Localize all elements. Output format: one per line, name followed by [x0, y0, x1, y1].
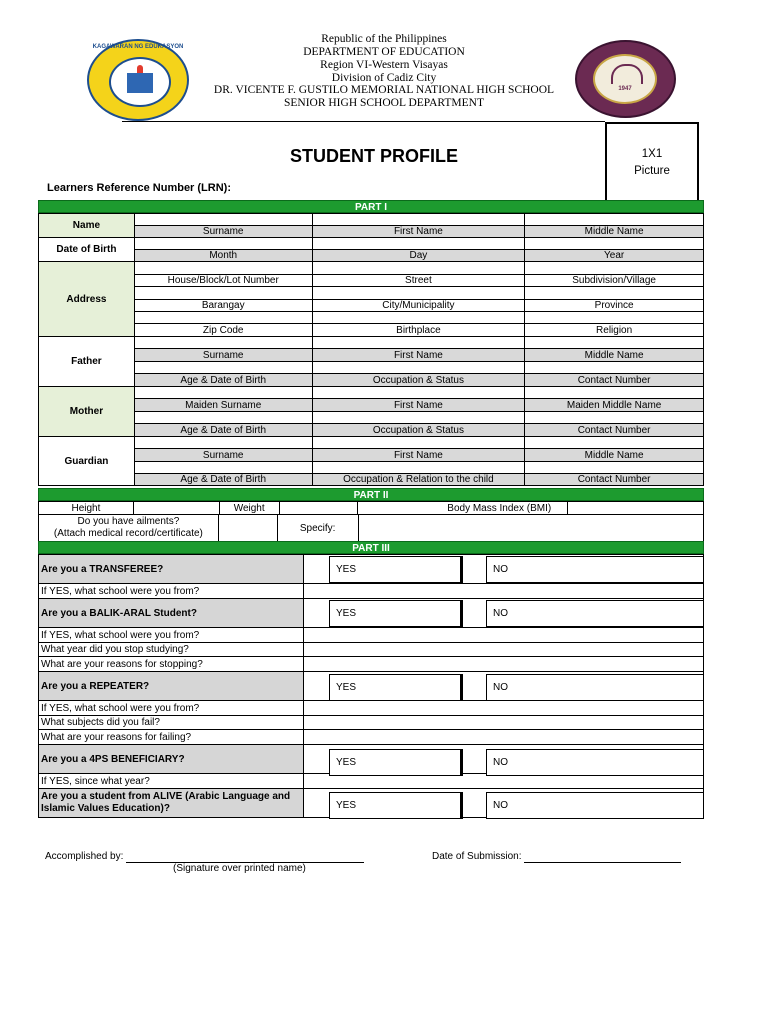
dob-label: Date of Birth [39, 238, 135, 262]
signature-caption: (Signature over printed name) [173, 863, 306, 874]
mother-age-caption: Age & Date of Birth [134, 424, 312, 437]
lrn-label: Learners Reference Number (LRN): [47, 182, 231, 194]
input-balik-year[interactable] [303, 643, 703, 657]
father-label: Father [39, 337, 135, 387]
mother-first-name-caption: First Name [312, 399, 525, 412]
followup-balik-year: What year did you stop studying? [39, 643, 304, 657]
repeater-no-option[interactable]: NO [486, 674, 704, 701]
father-age-input[interactable] [134, 362, 312, 374]
house-number-caption: House/Block/Lot Number [134, 275, 312, 287]
header-republic: Republic of the Philippines [321, 33, 447, 45]
city-caption: City/Municipality [312, 300, 525, 312]
input-repeater-school[interactable] [303, 701, 703, 716]
street-input[interactable] [312, 262, 525, 275]
surname-input[interactable] [134, 214, 312, 226]
transferee-yes-option[interactable]: YES [329, 556, 463, 583]
house-number-input[interactable] [134, 262, 312, 275]
height-label: Height [39, 502, 134, 515]
guardian-age-input[interactable] [134, 462, 312, 474]
dob-year-input[interactable] [525, 238, 704, 250]
province-caption: Province [525, 300, 704, 312]
zip-input[interactable] [134, 312, 312, 324]
religion-caption: Religion [525, 324, 704, 337]
street-caption: Street [312, 275, 525, 287]
zip-caption: Zip Code [134, 324, 312, 337]
header-region: Region VI-Western Visayas [320, 59, 448, 71]
birthplace-caption: Birthplace [312, 324, 525, 337]
guardian-occupation-input[interactable] [312, 462, 525, 474]
guardian-middle-name-caption: Middle Name [525, 449, 704, 462]
input-balik-reasons[interactable] [303, 657, 703, 672]
deped-seal-text: KAGAWARAN NG EDUKASYON [92, 44, 184, 50]
followup-4ps-year: If YES, since what year? [39, 774, 304, 789]
birthplace-input[interactable] [312, 312, 525, 324]
father-middle-name-input[interactable] [525, 337, 704, 349]
address-label: Address [39, 262, 135, 337]
page-title: STUDENT PROFILE [289, 146, 458, 166]
followup-repeater-school: If YES, what school were you from? [39, 701, 304, 716]
guardian-surname-input[interactable] [134, 437, 312, 449]
mother-label: Mother [39, 387, 135, 437]
weight-label: Weight [219, 502, 279, 515]
mother-age-input[interactable] [134, 412, 312, 424]
mother-middle-name-caption: Maiden Middle Name [525, 399, 704, 412]
part2-band: PART II [38, 488, 704, 501]
barangay-caption: Barangay [134, 300, 312, 312]
year-caption: Year [525, 250, 704, 262]
month-caption: Month [134, 250, 312, 262]
province-input[interactable] [525, 287, 704, 300]
followup-balik-school: If YES, what school were you from? [39, 628, 304, 643]
father-contact-input[interactable] [525, 362, 704, 374]
mother-surname-caption: Maiden Surname [134, 399, 312, 412]
mother-contact-input[interactable] [525, 412, 704, 424]
ailments-question-line2: (Attach medical record/certificate) [53, 528, 203, 539]
bmi-input[interactable] [568, 502, 704, 515]
input-transferee-school[interactable] [303, 584, 703, 599]
surname-caption: Surname [134, 226, 312, 238]
father-first-name-input[interactable] [312, 337, 525, 349]
mother-occupation-input[interactable] [312, 412, 525, 424]
father-occupation-input[interactable] [312, 362, 525, 374]
first-name-caption: First Name [312, 226, 525, 238]
question-alive: Are you a student from ALIVE (Arabic Language and Islamic Values Education)? [39, 789, 304, 818]
guardian-contact-input[interactable] [525, 462, 704, 474]
part3-band: PART III [38, 541, 704, 554]
father-surname-input[interactable] [134, 337, 312, 349]
guardian-age-caption: Age & Date of Birth [134, 474, 312, 486]
header-department: DEPARTMENT OF EDUCATION [303, 46, 465, 58]
4ps-yes-option[interactable]: YES [329, 749, 463, 776]
guardian-first-name-caption: First Name [312, 449, 525, 462]
balik-aral-no-option[interactable]: NO [486, 600, 704, 627]
ailments-question [39, 515, 219, 542]
followup-transferee-school: If YES, what school were you from? [39, 584, 304, 599]
father-surname-caption: Surname [134, 349, 312, 362]
mother-contact-caption: Contact Number [525, 424, 704, 437]
guardian-occupation-caption: Occupation & Relation to the child [312, 474, 525, 486]
middle-name-input[interactable] [525, 214, 704, 226]
accomplished-by-label: Accomplished by: [45, 851, 124, 862]
father-middle-name-caption: Middle Name [525, 349, 704, 362]
subdivision-caption: Subdivision/Village [525, 275, 704, 287]
mother-occupation-caption: Occupation & Status [312, 424, 525, 437]
weight-input[interactable] [279, 502, 357, 515]
picture-size-label: 1X1 [641, 148, 663, 160]
mother-middle-name-input[interactable] [525, 387, 704, 399]
father-age-caption: Age & Date of Birth [134, 374, 312, 387]
subdivision-input[interactable] [525, 262, 704, 275]
bmi-label: Body Mass Index (BMI) [357, 502, 568, 515]
name-label: Name [39, 214, 135, 238]
guardian-first-name-input[interactable] [312, 437, 525, 449]
specify-input[interactable] [358, 515, 703, 542]
picture-label: Picture [634, 165, 670, 177]
middle-name-caption: Middle Name [525, 226, 704, 238]
alive-yes-option[interactable]: YES [329, 792, 463, 819]
question-4ps: Are you a 4PS BENEFICIARY? [39, 745, 304, 774]
picture-box[interactable] [605, 122, 699, 202]
religion-input[interactable] [525, 312, 704, 324]
header-school: DR. VICENTE F. GUSTILO MEMORIAL NATIONAL HIGH SCHOOL [213, 84, 555, 96]
part2-table [38, 501, 704, 515]
input-repeater-reasons[interactable] [303, 730, 703, 745]
dob-month-input[interactable] [134, 238, 312, 250]
header-department-shs: SENIOR HIGH SCHOOL DEPARTMENT [283, 97, 485, 109]
ailments-question-line1: Do you have ailments? [77, 516, 180, 527]
mother-surname-input[interactable] [134, 387, 312, 399]
first-name-input[interactable] [312, 214, 525, 226]
alive-no-option[interactable]: NO [486, 792, 704, 819]
father-contact-caption: Contact Number [525, 374, 704, 387]
barangay-input[interactable] [134, 287, 312, 300]
question-transferee: Are you a TRANSFEREE? [39, 555, 304, 584]
guardian-middle-name-input[interactable] [525, 437, 704, 449]
4ps-no-option[interactable]: NO [486, 749, 704, 776]
followup-repeater-reasons: What are your reasons for failing? [39, 730, 304, 745]
date-of-submission-line[interactable] [524, 862, 681, 863]
guardian-label: Guardian [39, 437, 135, 486]
father-first-name-caption: First Name [312, 349, 525, 362]
specify-label: Specify: [277, 515, 358, 542]
part1-band: PART I [38, 200, 704, 213]
question-balik-aral: Are you a BALIK-ARAL Student? [39, 599, 304, 628]
repeater-yes-option[interactable]: YES [329, 674, 463, 701]
balik-aral-yes-option[interactable]: YES [329, 600, 463, 627]
followup-balik-reasons: What are your reasons for stopping? [39, 657, 304, 672]
input-balik-school[interactable] [303, 628, 703, 643]
ailments-table [38, 514, 704, 542]
dob-day-input[interactable] [312, 238, 525, 250]
school-seal-year: 1947 [618, 86, 632, 92]
header-division: Division of Cadiz City [331, 72, 437, 84]
followup-repeater-subjects: What subjects did you fail? [39, 716, 304, 730]
input-repeater-subjects[interactable] [303, 716, 703, 730]
question-repeater: Are you a REPEATER? [39, 672, 304, 701]
father-occupation-caption: Occupation & Status [312, 374, 525, 387]
ailments-input[interactable] [218, 515, 277, 542]
city-input[interactable] [312, 287, 525, 300]
header-divider [122, 121, 605, 122]
guardian-surname-caption: Surname [134, 449, 312, 462]
transferee-no-option[interactable]: NO [486, 556, 704, 583]
date-of-submission-label: Date of Submission: [432, 851, 522, 862]
guardian-contact-caption: Contact Number [525, 474, 704, 486]
height-input[interactable] [133, 502, 219, 515]
mother-first-name-input[interactable] [312, 387, 525, 399]
part1-table [38, 213, 704, 486]
day-caption: Day [312, 250, 525, 262]
